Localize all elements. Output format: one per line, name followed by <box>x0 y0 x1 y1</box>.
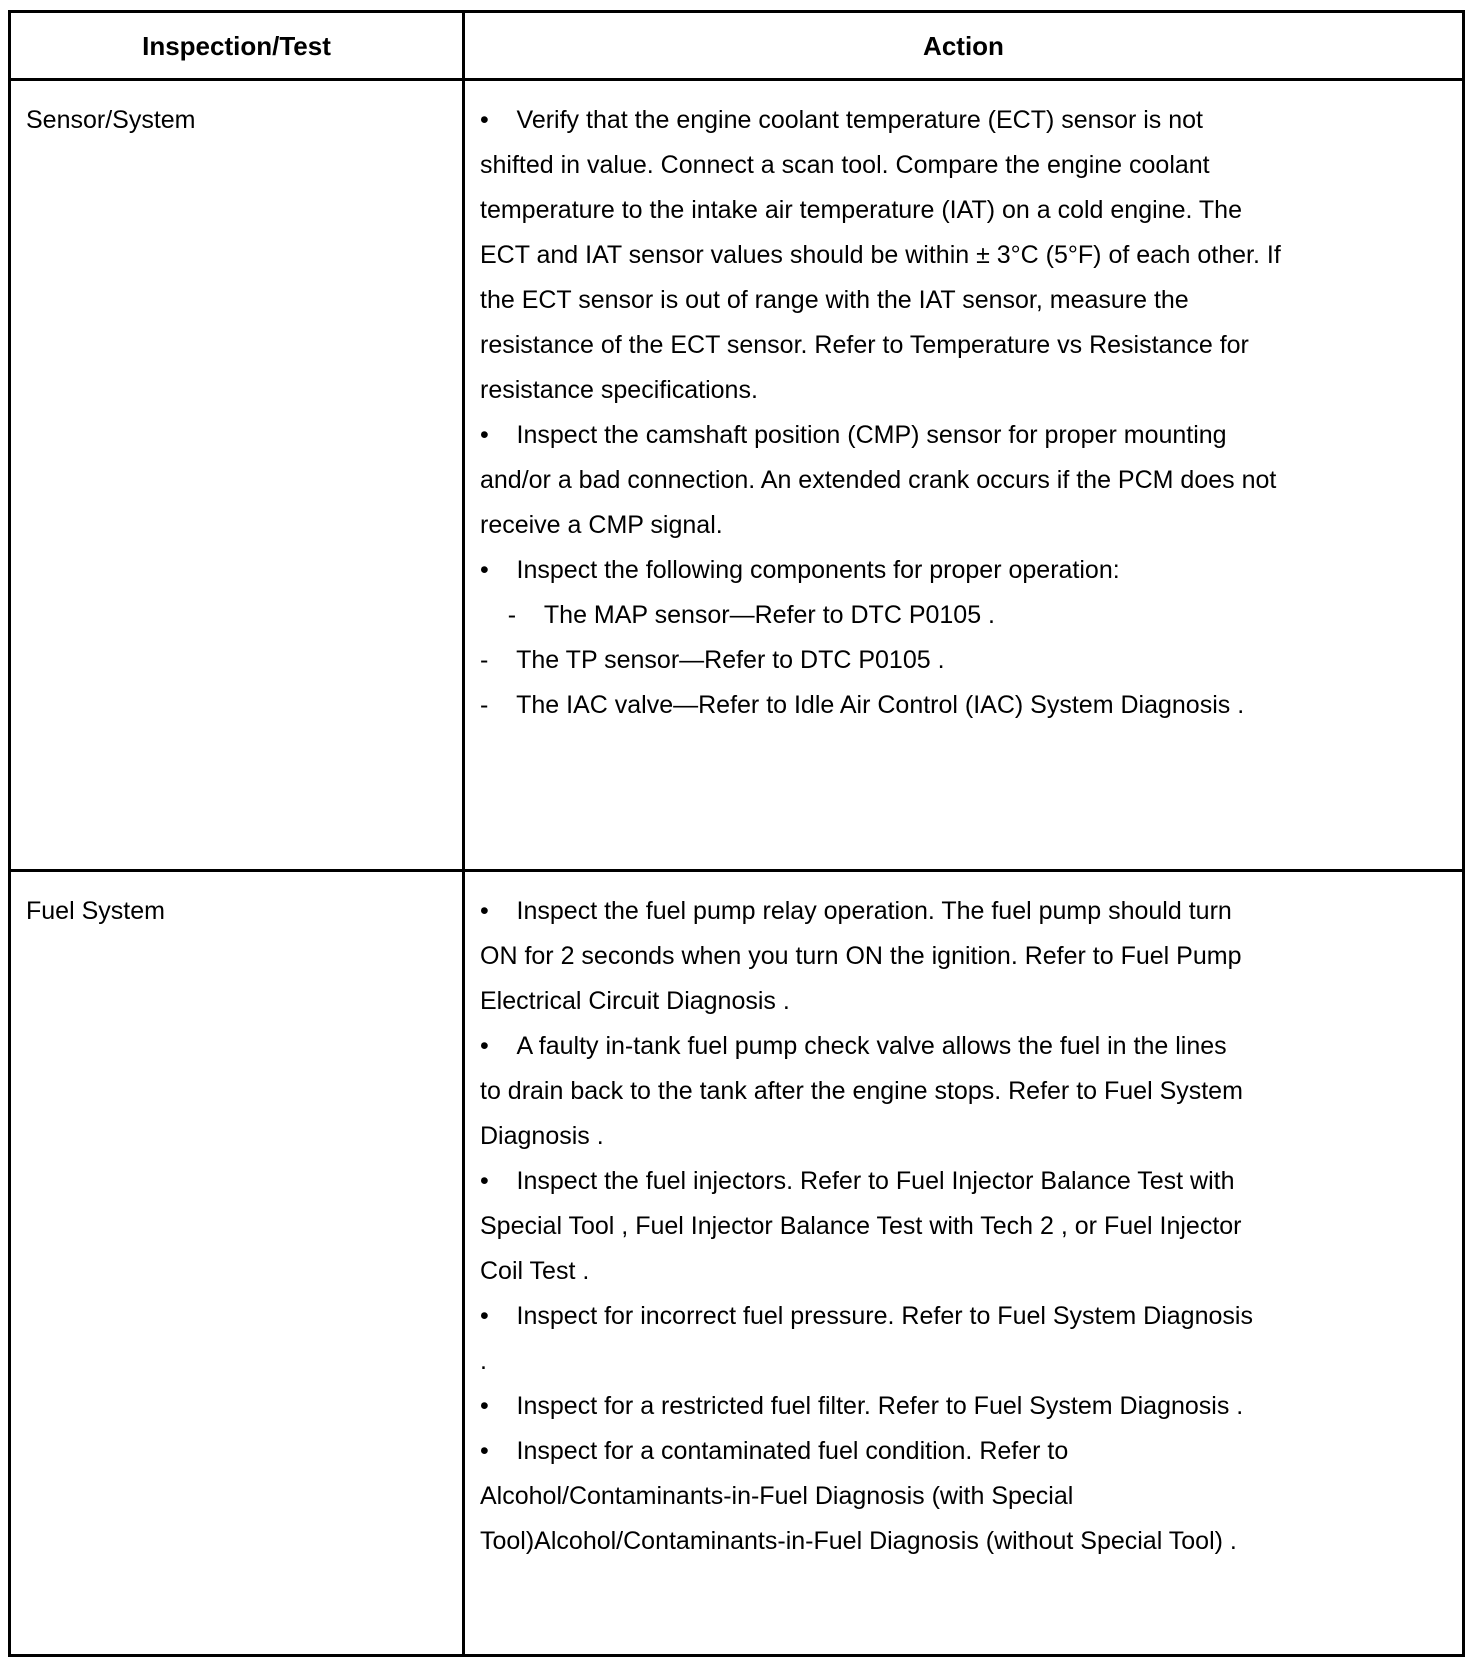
action-line: • Inspect the fuel pump relay operation. The fuel pump should turn <box>480 897 1232 925</box>
action-line: - The TP sensor—Refer to DTC P0105 . <box>480 646 945 674</box>
action-line: Tool)Alcohol/Contaminants-in-Fuel Diagnosis (without Special Tool) . <box>480 1527 1237 1555</box>
row-label-fuel-system: Fuel System <box>26 897 165 925</box>
row-action-sensor-system <box>480 98 1450 858</box>
action-line: • Inspect the fuel injectors. Refer to Fuel Injector Balance Test with <box>480 1167 1235 1195</box>
action-line: shifted in value. Connect a scan tool. Compare the engine coolant <box>480 151 1210 179</box>
action-line: Coil Test . <box>480 1257 590 1285</box>
action-line: ECT and IAT sensor values should be within ± 3°C (5°F) of each other. If <box>480 241 1281 269</box>
action-line: . <box>480 1347 487 1375</box>
header-action: Action <box>923 31 1004 61</box>
action-line: resistance of the ECT sensor. Refer to Temperature vs Resistance for <box>480 331 1249 359</box>
table-border-bottom <box>8 1654 1465 1657</box>
table-border-right <box>1462 10 1465 1657</box>
action-line: ON for 2 seconds when you turn ON the ignition. Refer to Fuel Pump <box>480 942 1242 970</box>
action-line: - The MAP sensor—Refer to DTC P0105 . <box>480 601 996 629</box>
action-line: • Inspect for incorrect fuel pressure. Refer to Fuel System Diagnosis <box>480 1302 1253 1330</box>
action-line: • Inspect for a restricted fuel filter. Refer to Fuel System Diagnosis . <box>480 1392 1244 1420</box>
action-line: resistance specifications. <box>480 376 758 404</box>
row-action-fuel-system <box>480 889 1450 1639</box>
action-line: • Inspect for a contaminated fuel condition. Refer to <box>480 1437 1069 1465</box>
action-line: Electrical Circuit Diagnosis . <box>480 987 790 1015</box>
table-border-top <box>8 10 1465 13</box>
header-divider <box>8 78 1465 81</box>
action-line: the ECT sensor is out of range with the IAT sensor, measure the <box>480 286 1189 314</box>
action-line: • Inspect the camshaft position (CMP) sensor for proper mounting <box>480 421 1227 449</box>
action-line: - The IAC valve—Refer to Idle Air Control (IAC) System Diagnosis . <box>480 691 1245 719</box>
row-label-sensor-system: Sensor/System <box>26 106 196 134</box>
action-line: receive a CMP signal. <box>480 511 723 539</box>
action-line: temperature to the intake air temperature (IAT) on a cold engine. The <box>480 196 1242 224</box>
action-line: • A faulty in-tank fuel pump check valve allows the fuel in the lines <box>480 1032 1227 1060</box>
action-line: Alcohol/Contaminants-in-Fuel Diagnosis (with Special <box>480 1482 1074 1510</box>
action-line: Special Tool , Fuel Injector Balance Test with Tech 2 , or Fuel Injector <box>480 1212 1242 1240</box>
column-divider <box>462 10 465 1657</box>
row-divider <box>8 869 1465 872</box>
action-line: to drain back to the tank after the engine stops. Refer to Fuel System <box>480 1077 1243 1105</box>
action-line: • Verify that the engine coolant temperature (ECT) sensor is not <box>480 106 1203 134</box>
action-line: Diagnosis . <box>480 1122 604 1150</box>
action-line: and/or a bad connection. An extended crank occurs if the PCM does not <box>480 466 1277 494</box>
table-border-left <box>8 10 11 1657</box>
action-line: • Inspect the following components for proper operation: <box>480 556 1120 584</box>
header-inspection-test: Inspection/Test <box>142 31 331 61</box>
